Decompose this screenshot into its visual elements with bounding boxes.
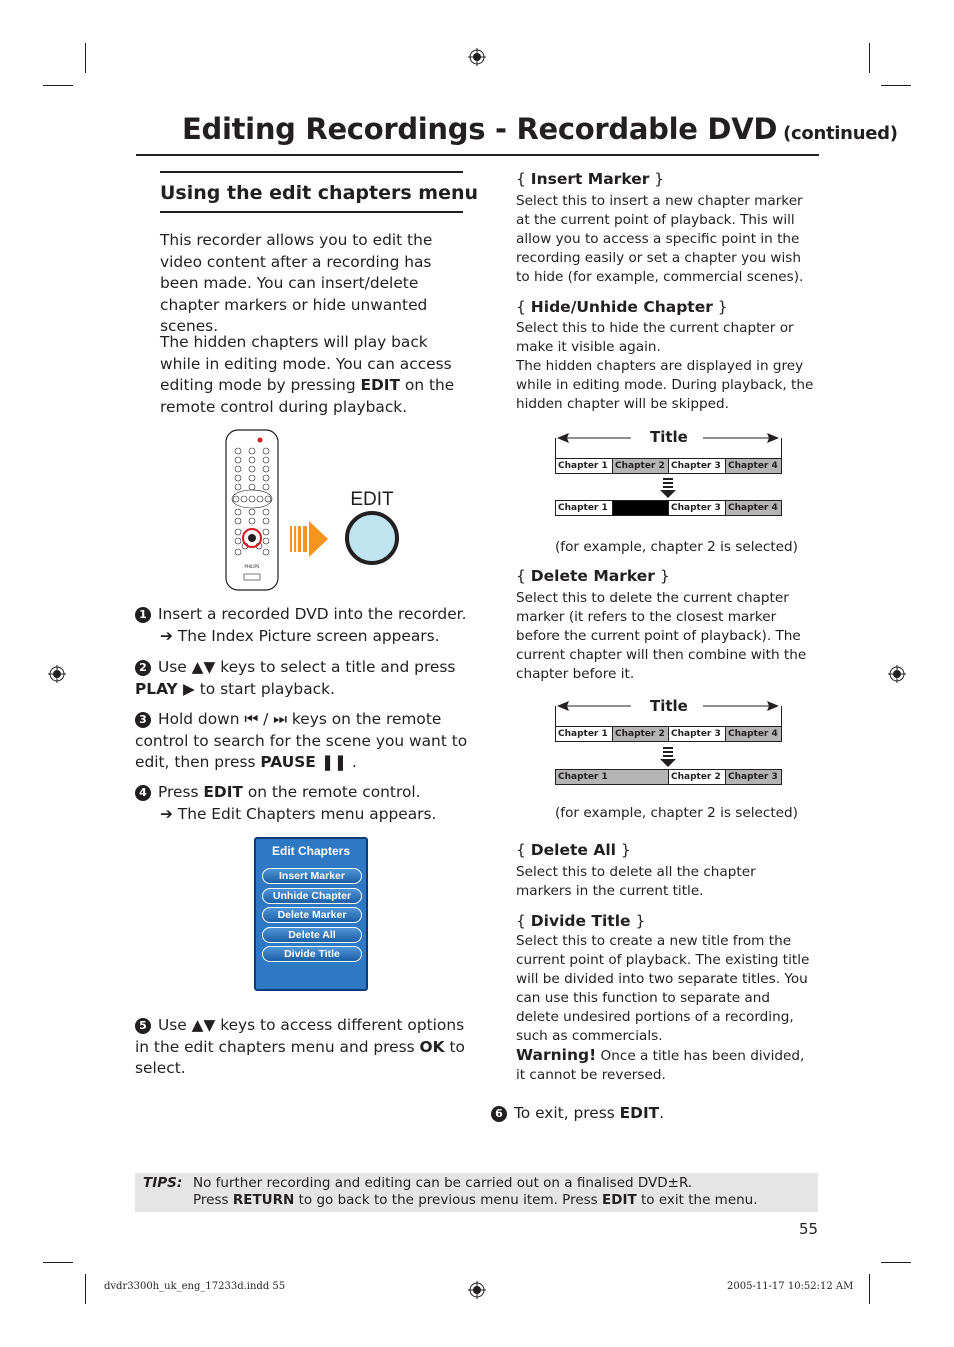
step-3 [135, 709, 470, 774]
chapter-cell: Chapter 3 [669, 459, 726, 473]
delete-marker-title: Delete Marker [530, 567, 655, 585]
menu-item-delete-marker[interactable]: Delete Marker [262, 907, 362, 923]
diagram-1-title: Title [650, 428, 688, 446]
step-number: 1 [135, 607, 151, 623]
registration-mark-icon [48, 665, 66, 683]
section-rule-top [160, 171, 463, 173]
chapter-cell: Chapter 1 [556, 459, 613, 473]
step-number: 4 [135, 785, 151, 801]
diagram-2-title: Title [650, 697, 688, 715]
crop-mark [85, 1274, 86, 1304]
insert-marker-heading: { Insert Marker } [516, 170, 665, 188]
step-number: 2 [135, 660, 151, 676]
menu-title: Edit Chapters [271, 844, 350, 858]
down-arrow-icon [660, 747, 676, 767]
tips-line-1: No further recording and editing can be carried out on a finalised DVD±R. [193, 1175, 693, 1191]
step-5 [135, 1015, 470, 1080]
step-number: 6 [491, 1106, 507, 1122]
step-text-c: . [659, 1104, 665, 1122]
delete-all-heading: { Delete All } [516, 841, 631, 859]
step-number: 5 [135, 1018, 151, 1034]
edit-button-label: EDIT [350, 489, 394, 510]
registration-mark-icon [468, 1281, 486, 1299]
diagram-1-caption: (for example, chapter 2 is selected) [555, 539, 798, 555]
return-key-label: RETURN [232, 1192, 295, 1208]
chapter-cell: Chapter 2 [613, 459, 669, 473]
step-text-c: to select. [135, 1037, 465, 1077]
step-6 [491, 1103, 826, 1125]
menu-item-delete-all[interactable]: Delete All [262, 927, 362, 943]
chapter-cell: Chapter 2 [613, 727, 669, 741]
chapter-cell: Chapter 1 [556, 770, 669, 784]
chapter-cell: Chapter 4 [726, 501, 781, 515]
remote-brand: PHILIPS [244, 564, 260, 569]
tips-line-2 [193, 1192, 758, 1209]
tips-text-e: to exit the menu. [636, 1192, 758, 1208]
page-title-continued: (continued) [783, 123, 898, 144]
footer-timestamp: 2005-11-17 10:52:12 AM [727, 1281, 854, 1292]
step-text-a: Use ▲▼ keys to select a title and press [158, 658, 456, 676]
tips-label: TIPS: [143, 1175, 183, 1191]
menu-item-divide-title[interactable]: Divide Title [262, 946, 362, 962]
hide-unhide-text-2: The hidden chapters are displayed in grey while in editing mode. During playback, the hidden chapter will be skipped. [516, 358, 814, 412]
edit-key-label: EDIT [360, 376, 401, 394]
step-text-c: on the remote control. [242, 783, 421, 801]
tips-box [135, 1173, 818, 1212]
delete-all-title: Delete All [530, 841, 616, 859]
down-arrow-icon [660, 478, 676, 498]
page-number: 55 [799, 1220, 819, 1238]
intro-paragraph: This recorder allows you to edit the video content after a recording has been made. You can insert/delete chapter markers or hide unwanted scenes. [160, 231, 433, 335]
diagram-2-bottom-row [555, 769, 782, 785]
chapter-cell: Chapter 4 [726, 727, 781, 741]
play-key-label: PLAY ▶ [135, 679, 195, 698]
ok-key-label: OK [419, 1037, 445, 1056]
step-result: ➔ The Index Picture screen appears. [160, 626, 440, 645]
step-1 [135, 604, 470, 647]
delete-all-text: Select this to delete all the chapter markers in the current title. [516, 864, 756, 899]
crop-mark [43, 85, 73, 86]
remote-control-illustration [222, 428, 402, 592]
step-text: Insert a recorded DVD into the recorder. [158, 605, 467, 623]
chapter-cell: Chapter 2 [669, 770, 726, 784]
pause-key-label: PAUSE ❚❚ [260, 753, 347, 771]
edit-key-label: EDIT [203, 783, 243, 801]
warning-note [516, 1046, 812, 1085]
hide-unhide-heading: { Hide/Unhide Chapter } [516, 298, 728, 316]
edit-key-label: EDIT [619, 1104, 660, 1122]
crop-mark [881, 1262, 911, 1263]
registration-mark-icon [468, 48, 486, 66]
hidden-chapters-paragraph [160, 332, 465, 418]
step-text-a: Hold down ⏮ / ⏭ keys on the remote control to search for the scene you want to edit, then press [135, 710, 468, 771]
crop-mark [43, 1262, 73, 1263]
intro-text-c: on the remote control during playback. [160, 376, 455, 416]
step-text-a: Use ▲▼ keys to access different options in the edit chapters menu and press [135, 1016, 465, 1056]
step-text-c: to start playback. [194, 679, 335, 698]
insert-marker-text: Select this to insert a new chapter marker at the current point of playback. This will allow you to access a specific point in the recording easily or set a chapter you wish to hide (for example, commercial scenes). [516, 193, 804, 285]
step-number: 3 [135, 712, 151, 728]
chapter-cell: Chapter 3 [726, 770, 781, 784]
tips-text [193, 1175, 758, 1209]
hide-unhide-text [516, 319, 818, 414]
step-text-a: Press [158, 783, 204, 801]
divide-title-heading: { Divide Title } [516, 912, 646, 930]
divide-title-description: Select this to create a new title from the current point of playback. The existing title will be divided into two separate titles. You can use this function to separate and delete undesired portions of a recording, such as commercials. [516, 933, 810, 1044]
chapter-cell: Chapter 1 [556, 501, 613, 515]
diagram-2-top-row [555, 726, 782, 742]
section-heading: Using the edit chapters menu [160, 182, 479, 204]
crop-mark [85, 43, 86, 73]
warning-label: Warning! [516, 1046, 597, 1064]
registration-mark-icon [888, 665, 906, 683]
footer-file: dvdr3300h_uk_eng_17233d.indd 55 [104, 1281, 286, 1292]
insert-marker-title: Insert Marker [530, 170, 650, 188]
step-text-c: . [346, 753, 357, 771]
intro-text-a: The hidden chapters will play back while in editing mode. You can access editing mode by pressing [160, 333, 452, 394]
step-4 [135, 782, 470, 825]
page-title-text: Editing Recordings - Recordable DVD [182, 112, 778, 146]
diagram-2-caption: (for example, chapter 2 is selected) [555, 805, 798, 821]
chapter-cell: Chapter 3 [669, 727, 726, 741]
menu-item-insert-marker[interactable]: Insert Marker [262, 868, 362, 884]
diagram-1-bottom-row [555, 500, 782, 516]
title-rule [136, 154, 819, 156]
chapter-cell: Chapter 3 [669, 501, 726, 515]
menu-item-unhide-chapter[interactable]: Unhide Chapter [262, 888, 362, 904]
hide-unhide-text-1: Select this to hide the current chapter or make it visible again. [516, 320, 794, 355]
delete-marker-text: Select this to delete the current chapter marker (it refers to the closest marker before the current point of playback). The current chapter will then combine with the chapter before it. [516, 590, 807, 682]
divide-title-text [516, 932, 812, 1085]
crop-mark [869, 1274, 870, 1304]
edit-chapters-menu [254, 837, 368, 991]
chapter-cell: Chapter 1 [556, 727, 613, 741]
divide-title-title: Divide Title [530, 912, 631, 930]
section-rule-bottom [160, 211, 463, 213]
chapter-cell: Chapter 4 [726, 459, 781, 473]
step-result: ➔ The Edit Chapters menu appears. [160, 804, 437, 823]
step-2 [135, 657, 470, 700]
edit-key-label: EDIT [602, 1192, 637, 1208]
crop-mark [869, 43, 870, 73]
page-title [182, 112, 898, 146]
diagram-1-top-row [555, 458, 782, 474]
tips-text-c: to go back to the previous menu item. Press [294, 1192, 603, 1208]
crop-mark [881, 85, 911, 86]
hide-unhide-title: Hide/Unhide Chapter [530, 298, 713, 316]
hidden-chapter-cell [613, 501, 669, 515]
tips-text-a: Press [193, 1192, 233, 1208]
delete-marker-heading: { Delete Marker } [516, 567, 670, 585]
step-text-a: To exit, press [514, 1104, 620, 1122]
warning-text: Once a title has been divided, it cannot be reversed. [516, 1048, 805, 1083]
